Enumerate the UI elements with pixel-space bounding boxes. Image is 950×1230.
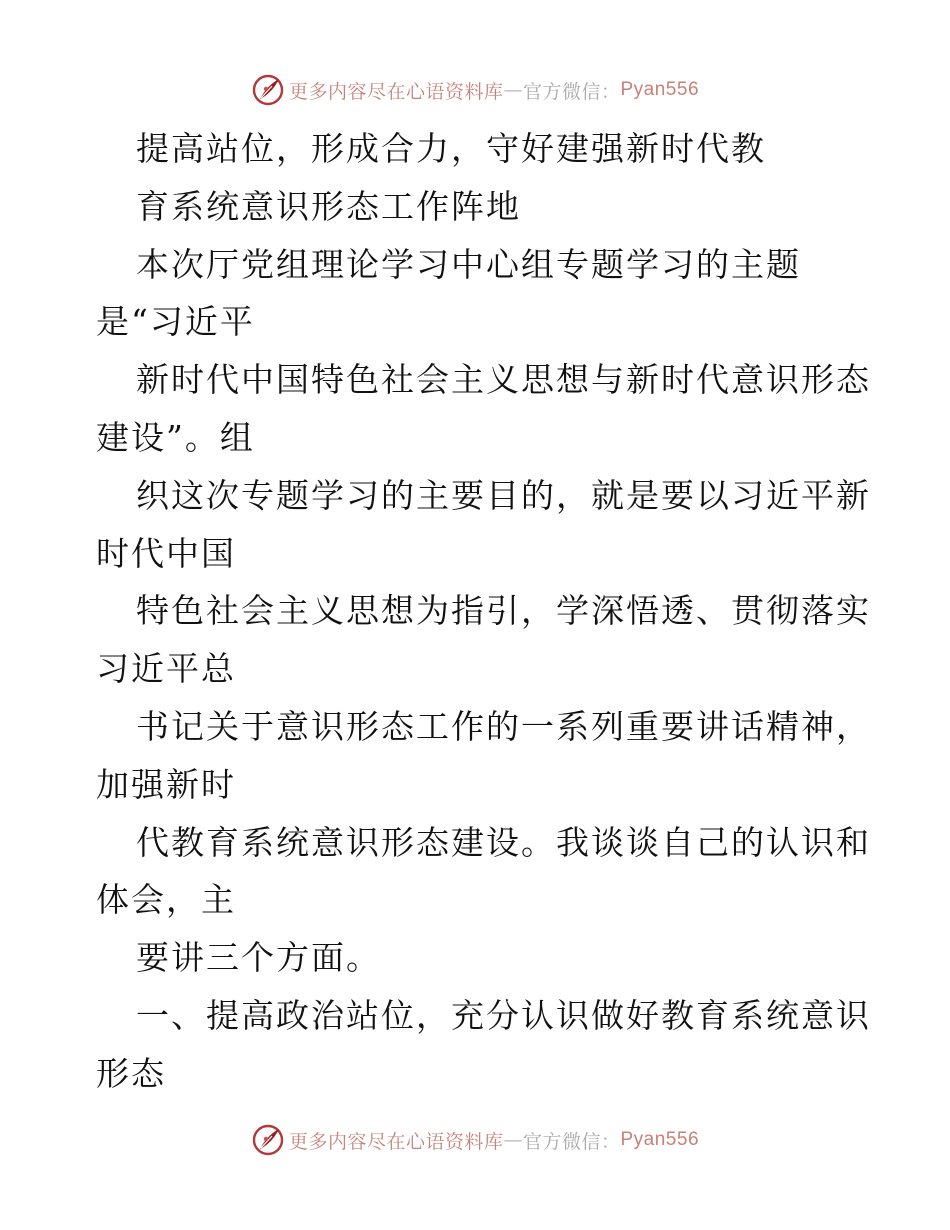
banner-site-name: 更多内容尽在心语资料库: [288, 1130, 504, 1153]
feather-pen-circle-icon: [251, 73, 285, 107]
banner-wechat-account: Pyan556: [620, 79, 700, 100]
header-banner: [0, 70, 950, 110]
banner-separator: —: [503, 79, 523, 101]
feather-pen-circle-icon: [251, 1123, 285, 1157]
text-line: 本次厅党组理论学习中心组专题学习的主题: [136, 244, 801, 284]
text-line: 特色社会主义思想为指引，学深悟透、贯彻落实: [136, 591, 871, 631]
text-line: 育系统意识形态工作阵地: [136, 186, 521, 226]
banner-wechat-label: 官方微信：: [522, 80, 621, 103]
banner-wechat-account: Pyan556: [620, 1129, 700, 1150]
text-line: 时代中国: [96, 533, 236, 573]
text-line: 体会，主: [96, 880, 236, 920]
text-line: 书记关于意识形态工作的一系列重要讲话精神，: [136, 706, 871, 746]
banner-site-name: 更多内容尽在心语资料库: [288, 80, 504, 103]
text-line: 建设”。组: [96, 417, 255, 457]
document-body: [96, 120, 876, 1103]
text-line: 加强新时: [96, 764, 236, 804]
banner-separator: —: [503, 1129, 523, 1151]
text-line: 新时代中国特色社会主义思想与新时代意识形态: [136, 360, 871, 400]
banner-wechat-label: 官方微信：: [522, 1130, 621, 1153]
text-line: 是“习近平: [96, 302, 255, 342]
text-line: 要讲三个方面。: [136, 938, 381, 978]
text-line: 形态: [96, 1053, 166, 1093]
text-line: 一、提高政治站位，充分认识做好教育系统意识: [136, 995, 871, 1035]
text-line: 代教育系统意识形态建设。我谈谈自己的认识和: [136, 822, 871, 862]
text-line: 习近平总: [96, 649, 236, 689]
footer-banner: [0, 1120, 950, 1160]
text-line: 织这次专题学习的主要目的，就是要以习近平新: [136, 475, 871, 515]
text-line: 提高站位，形成合力，守好建强新时代教: [136, 129, 766, 168]
